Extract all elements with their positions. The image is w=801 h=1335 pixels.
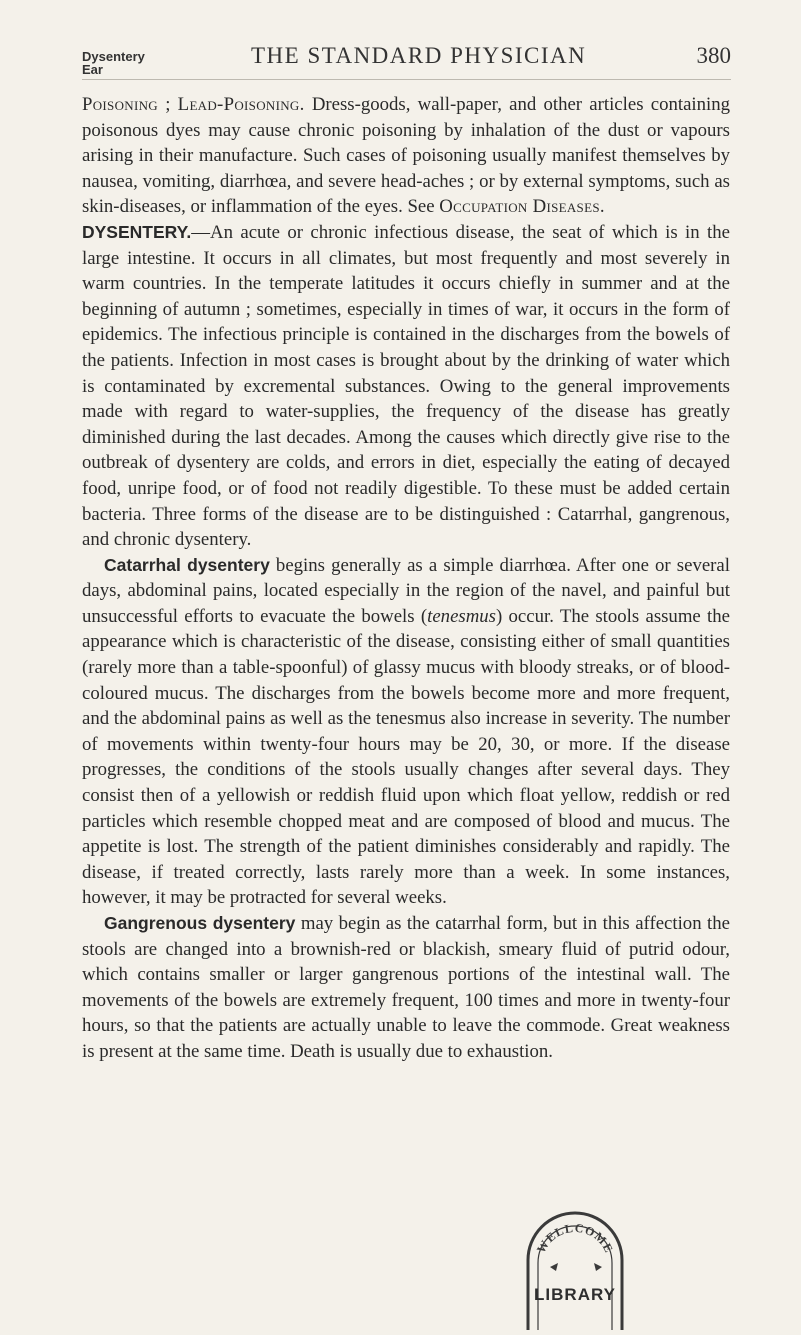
heading-lead-poisoning: Lead-Poisoning. xyxy=(177,94,305,115)
heading-poisoning: Poisoning xyxy=(82,94,158,115)
stamp-emblem-icon xyxy=(520,1205,630,1330)
paragraph-gangrenous-dysentery xyxy=(82,911,730,1065)
stamp-label: LIBRARY xyxy=(534,1285,616,1304)
header-rule xyxy=(82,79,731,80)
term-tenesmus: tenesmus xyxy=(427,605,496,627)
running-head xyxy=(82,20,741,82)
paragraph-text: Dress-goods, wall-paper, and other articles containing poisonous dyes may cause chronic poisoning by inhalation of the dust or vapours arising in their manufacture. Such cases of poisoning usually manifest themselves by nausea, vomiting, diarrhœa, and severe head-aches ; or by external symptoms, such as skin-diseases, or inflammation of the eyes. See xyxy=(82,94,731,218)
body-text xyxy=(82,92,730,1065)
guide-word-bottom: Ear xyxy=(82,62,103,77)
paragraph-poisoning xyxy=(82,92,730,220)
paragraph-text: may begin as the catarrhal form, but in this affection the stools are changed into a brownish-red or blackish, smeary fluid of putrid odour, which contains smaller or larger gangrenous portions of the intestinal wall. The movements of the bowels are extremely frequent, 100 times and more in twenty-four hours, so that the patients are actually unable to leave the commode. Great weakness is present at the same time. Death is usually due to exhaustion. xyxy=(82,913,730,1062)
library-stamp xyxy=(520,1205,630,1330)
heading-separator: ; xyxy=(157,94,178,115)
paragraph-text: begins generally as a simple diarrhœa. After one or several days, abdominal pains, located especially in the region of the navel, and painful but unsuccessful efforts to evacuate the bowels ( xyxy=(82,554,730,627)
heading-gangrenous-dysentery: Gangrenous dysentery xyxy=(104,913,296,933)
paragraph-text: —An acute or chronic infectious disease, the seat of which is in the large intestine. It occurs in all climates, but most frequently and most severely in warm countries. In the temperate latitudes it occurs chiefly in summer and at the beginning of autumn ; sometimes, especially in times of war, it occurs in the form of epidemics. The infectious principle is contained in the discharges from the bowels of the patients. Infection in most cases is brought about by the drinking of water which is contaminated by excremental substances. Owing to the general improvements made with regard to water-supplies, the frequency of the disease has greatly diminished during the last decades. Among the causes which directly give rise to the outbreak of dysentery are colds, and errors in diet, especially the eating of decayed food, unripe food, or of food not readily digestible. To these must be added certain bacteria. Three forms of the disease are to be distinguished : Catarrhal, gangrenous, and chronic dysentery. xyxy=(82,221,730,551)
paragraph-dysentery xyxy=(82,220,730,553)
stamp-arc-text: WELLCOME xyxy=(533,1220,617,1256)
heading-dysentery: DYSENTERY. xyxy=(82,221,192,242)
guide-words xyxy=(82,50,145,76)
heading-catarrhal-dysentery: Catarrhal dysentery xyxy=(104,554,270,575)
cross-reference: Occupation Diseases. xyxy=(439,196,605,218)
page-number: 380 xyxy=(696,43,731,68)
running-title: THE STANDARD PHYSICIAN xyxy=(251,43,587,68)
paragraph-catarrhal-dysentery xyxy=(82,553,730,911)
guide-word-top: Dysentery xyxy=(82,49,145,64)
paragraph-text: ) occur. The stools assume the appearance which is characteristic of the disease, consisting either of small quantities (rarely more than a table-spoonful) of glassy mucus with bloody streaks, or of blood-coloured mucus. The discharges from the bowels become more and more frequent, and the abdominal pains as well as the tenesmus also increase in severity. The number of movements within twenty-four hours may be 20, 30, or more. If the disease progresses, the conditions of the stools usually changes after several days. They consist then of a yellowish or reddish fluid upon which float yellow, reddish or red particles which resemble chopped meat and are composed of blood and mucus. The appetite is lost. The strength of the patient diminishes considerably and rapidly. The disease, if treated correctly, lasts rarely more than a week. In some instances, however, it may be protracted for several weeks. xyxy=(82,605,731,909)
